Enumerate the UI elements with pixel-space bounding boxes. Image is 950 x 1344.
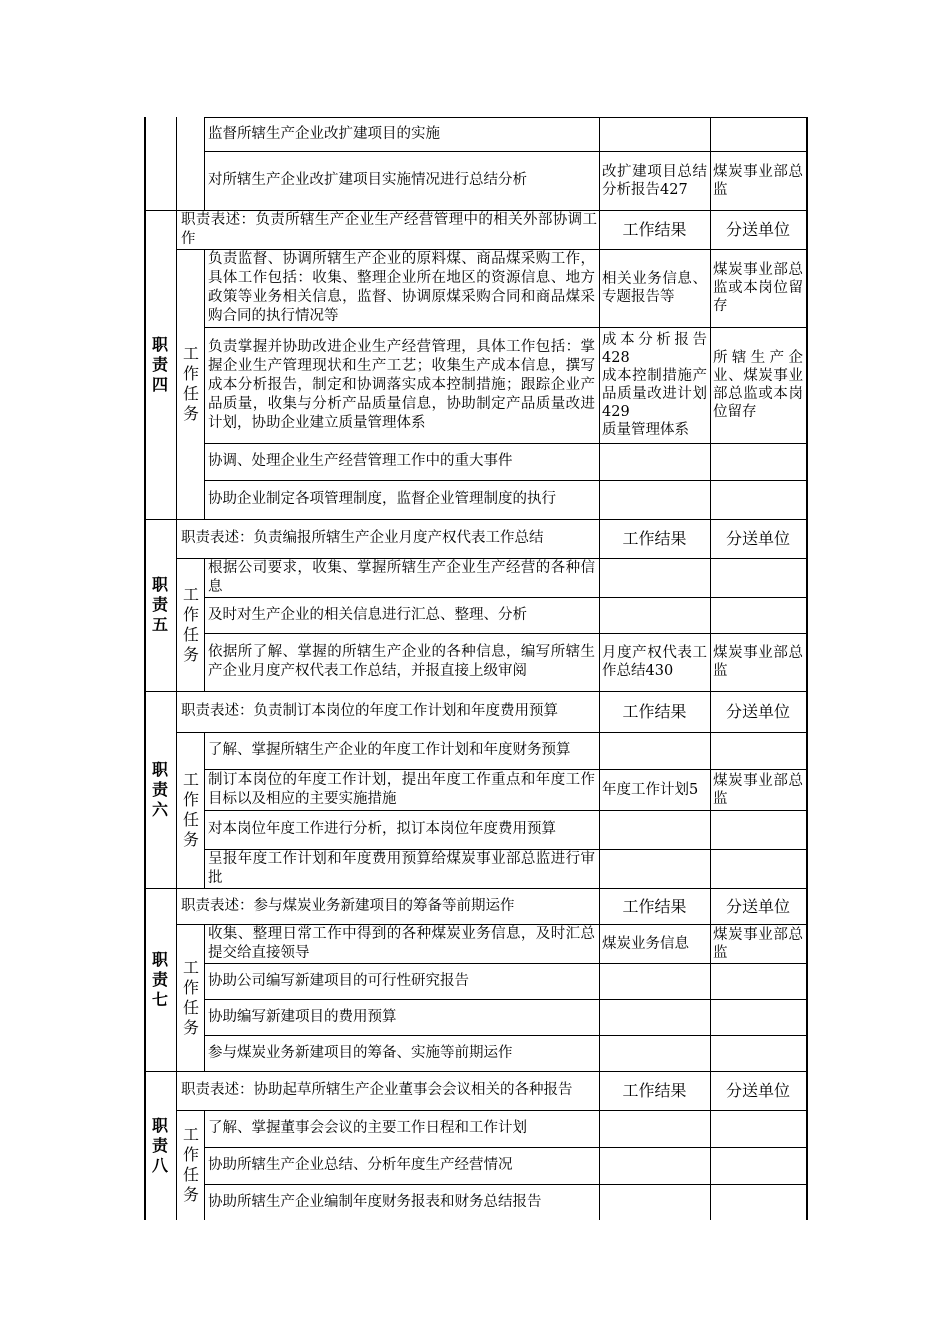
duty-description-text: 职责表述：负责所辖生产企业生产经营管理中的相关外部协调工作 (181, 211, 597, 247)
task-cell (208, 327, 595, 443)
duty-title: 职责七 (151, 949, 168, 1009)
dest-cell (713, 327, 803, 443)
result-cell (602, 117, 707, 151)
task-cell-text: 协助企业制定各项管理制度，监督企业管理制度的执行 (208, 491, 556, 507)
dest-cell (713, 480, 803, 519)
task-cell-text: 制订本岗位的年度工作计划，提出年度工作重点和年度工作目标以及相应的主要实施措施 (208, 771, 595, 807)
col-border (204, 117, 205, 210)
dest-cell (713, 732, 803, 769)
result-cell (602, 849, 707, 888)
task-cell-text: 协调、处理企业生产经营管理工作中的重大事件 (208, 453, 513, 469)
dest-cell (713, 443, 803, 480)
result-header-text: 工作结果 (622, 702, 687, 721)
task-cell (208, 1110, 595, 1147)
result-cell (602, 443, 707, 480)
dest-cell (713, 633, 803, 691)
duty-title: 职责四 (151, 334, 168, 394)
col-border (599, 210, 600, 519)
task-label: 工作任务 (182, 957, 199, 1037)
task-cell (208, 963, 595, 999)
task-cell-text: 负责掌握并协助改进企业生产经营管理，具体工作包括：掌握企业生产管理现状和生产工艺；收集生产成本信息，撰写成本分析报告，制定和协调落实成本控制措施；跟踪企业产品质量，收集与分析产品质量信息，协助制定产品质量改进计划，协助企业建立质量管理体系 (208, 338, 595, 431)
task-cell-text: 协助所辖生产企业总结、分析年度生产经营情况 (208, 1157, 513, 1173)
result-cell (602, 633, 707, 691)
dest-cell (713, 769, 803, 810)
col-border (176, 210, 177, 519)
result-cell-text: 改扩建项目总结分析报告427 (602, 163, 707, 198)
dest-header (712, 888, 804, 924)
dest-header (712, 210, 804, 249)
result-cell (602, 1147, 707, 1184)
result-cell (602, 480, 707, 519)
col-border (710, 691, 711, 888)
task-cell (208, 249, 595, 327)
task-cell-text: 协助所辖生产企业编制年度财务报表和财务总结报告 (208, 1193, 542, 1210)
duty-description (181, 888, 597, 924)
duty-description (181, 691, 597, 732)
col-border (176, 888, 177, 1071)
dest-header-text: 分送单位 (725, 220, 790, 239)
dest-cell (713, 1184, 803, 1220)
task-cell (208, 443, 595, 480)
result-header-text: 工作结果 (622, 896, 687, 916)
col-border (176, 691, 177, 888)
dest-cell (713, 810, 803, 849)
dest-cell (713, 249, 803, 327)
result-header (601, 1071, 708, 1110)
dest-cell-text: 煤炭事业部总监 (713, 772, 803, 807)
task-cell (208, 999, 595, 1035)
col-border (204, 924, 205, 1071)
result-cell (602, 1035, 707, 1071)
task-cell-text: 负责监督、协调所辖生产企业的原料煤、商品煤采购工作，具体工作包括：收集、整理企业所在地区的资源信息、地方政策等业务相关信息，监督、协调原煤采购合同和商品煤采购合同的执行情况等 (208, 251, 595, 324)
col-border (176, 1071, 177, 1220)
dest-cell (713, 963, 803, 999)
task-cell-text: 协助编写新建项目的费用预算 (208, 1008, 397, 1025)
task-cell-text: 协助公司编写新建项目的可行性研究报告 (208, 972, 469, 989)
col-border (176, 519, 177, 691)
result-cell-text: 相关业务信息、专题报告等 (602, 271, 707, 305)
task-cell-text: 依据所了解、掌握的所辖生产企业的各种信息，编写所辖生产企业月度产权代表工作总结，并报直接上级审阅 (208, 644, 595, 679)
task-cell (208, 558, 595, 597)
dest-header (712, 519, 804, 558)
result-header (601, 519, 708, 558)
col-border (599, 691, 600, 888)
duty-description (181, 210, 597, 249)
dest-cell (713, 849, 803, 888)
dest-cell-text: 煤炭事业部总监或本岗位留存 (713, 262, 803, 314)
col-border (204, 249, 205, 519)
task-cell (208, 732, 595, 769)
table-right-border (806, 117, 808, 1220)
col-border (204, 732, 205, 888)
result-cell (602, 999, 707, 1035)
task-cell (208, 117, 595, 151)
task-cell (208, 849, 595, 888)
dest-cell (713, 151, 803, 210)
task-cell (208, 633, 595, 691)
result-cell (602, 810, 707, 849)
task-cell-text: 收集、整理日常工作中得到的各种煤炭业务信息，及时汇总提交给直接领导 (208, 925, 595, 961)
dest-cell-text: 煤炭事业部总监 (713, 645, 803, 679)
dest-cell (713, 597, 803, 633)
duty-description-text: 职责表述：参与煤炭业务新建项目的筹备等前期运作 (181, 897, 515, 914)
task-label: 工作任务 (182, 1125, 199, 1204)
dest-cell-text: 所辖生产企业、煤炭事业部总监或本岗位留存 (713, 350, 803, 420)
task-label: 工作任务 (182, 584, 199, 664)
result-cell-text: 年度工作计划5 (602, 781, 699, 798)
col-border (599, 1071, 600, 1220)
task-cell-text: 呈报年度工作计划和年度费用预算给煤炭事业部总监进行审批 (208, 850, 595, 886)
duty-title: 职责八 (151, 1115, 168, 1175)
dest-header (712, 691, 804, 732)
col-border (599, 117, 600, 210)
result-cell (602, 597, 707, 633)
col-border (710, 888, 711, 1071)
task-cell (208, 1147, 595, 1184)
result-header-text: 工作结果 (622, 529, 687, 548)
result-cell (602, 732, 707, 769)
result-cell (602, 1110, 707, 1147)
duty-title: 职责六 (151, 759, 168, 819)
result-header-text: 工作结果 (622, 1081, 687, 1100)
dest-cell (713, 117, 803, 151)
task-cell (208, 1035, 595, 1071)
task-cell (208, 924, 595, 963)
dest-cell-text: 煤炭事业部总监 (713, 163, 803, 198)
task-cell (208, 769, 595, 810)
task-cell (208, 1184, 595, 1220)
dest-cell (713, 558, 803, 597)
dest-cell (713, 1035, 803, 1071)
dest-cell (713, 999, 803, 1035)
result-cell (602, 769, 707, 810)
task-cell (208, 151, 595, 210)
result-cell (602, 963, 707, 999)
col-border (710, 1071, 711, 1220)
task-label: 工作任务 (182, 770, 199, 849)
col-border (599, 888, 600, 1071)
task-cell-text: 监督所辖生产企业改扩建项目的实施 (208, 125, 440, 142)
dest-header-text: 分送单位 (725, 896, 790, 916)
result-header (601, 691, 708, 732)
task-label: 工作任务 (182, 344, 199, 423)
result-cell (602, 151, 707, 210)
result-cell (602, 327, 707, 443)
col-border (176, 117, 177, 210)
task-cell-text: 对本岗位年度工作进行分析，拟订本岗位年度费用预算 (208, 821, 556, 837)
task-cell-text: 了解、掌握所辖生产企业的年度工作计划和年度财务预算 (208, 742, 571, 758)
duty-title: 职责五 (151, 575, 168, 634)
task-cell-text: 及时对生产企业的相关信息进行汇总、整理、分析 (208, 606, 527, 623)
table-left-border (144, 117, 146, 1220)
task-cell-text: 参与煤炭业务新建项目的筹备、实施等前期运作 (208, 1044, 513, 1061)
dest-header-text: 分送单位 (725, 1081, 790, 1100)
result-cell-text: 煤炭业务信息 (602, 935, 689, 952)
dest-header (712, 1071, 804, 1110)
result-cell (602, 1184, 707, 1220)
col-border (710, 117, 711, 210)
result-header (601, 888, 708, 924)
result-cell (602, 924, 707, 963)
col-border (599, 519, 600, 691)
dest-header-text: 分送单位 (725, 529, 790, 548)
dest-header-text: 分送单位 (725, 702, 790, 721)
duty-description-text: 职责表述：负责编报所辖生产企业月度产权代表工作总结 (181, 530, 544, 546)
result-header (601, 210, 708, 249)
duty-description-text: 职责表述：负责制订本岗位的年度工作计划和年度费用预算 (181, 703, 558, 719)
col-border (710, 519, 711, 691)
dest-cell (713, 1147, 803, 1184)
task-cell-text: 根据公司要求，收集、掌握所辖生产企业生产经营的各种信息 (208, 559, 595, 595)
duty-description (181, 1071, 597, 1110)
dest-cell (713, 924, 803, 963)
result-header-text: 工作结果 (622, 220, 687, 239)
task-cell (208, 480, 595, 519)
col-border (710, 210, 711, 519)
duty-description (181, 519, 597, 558)
task-cell (208, 810, 595, 849)
result-cell-text: 月度产权代表工作总结430 (602, 645, 707, 679)
result-cell (602, 558, 707, 597)
task-cell-text: 对所辖生产企业改扩建项目实施情况进行总结分析 (208, 172, 527, 188)
col-border (204, 558, 205, 691)
col-border (204, 1110, 205, 1220)
duty-description-text: 职责表述：协助起草所辖生产企业董事会会议相关的各种报告 (181, 1082, 573, 1098)
dest-cell (713, 1110, 803, 1147)
task-cell-text: 了解、掌握董事会会议的主要工作日程和工作计划 (208, 1120, 527, 1136)
result-cell-text: 成本分析报告428 成本控制措施产品质量改进计划429 质量管理体系 (602, 332, 707, 438)
task-cell (208, 597, 595, 633)
result-cell (602, 249, 707, 327)
dest-cell-text: 煤炭事业部总监 (713, 926, 803, 961)
